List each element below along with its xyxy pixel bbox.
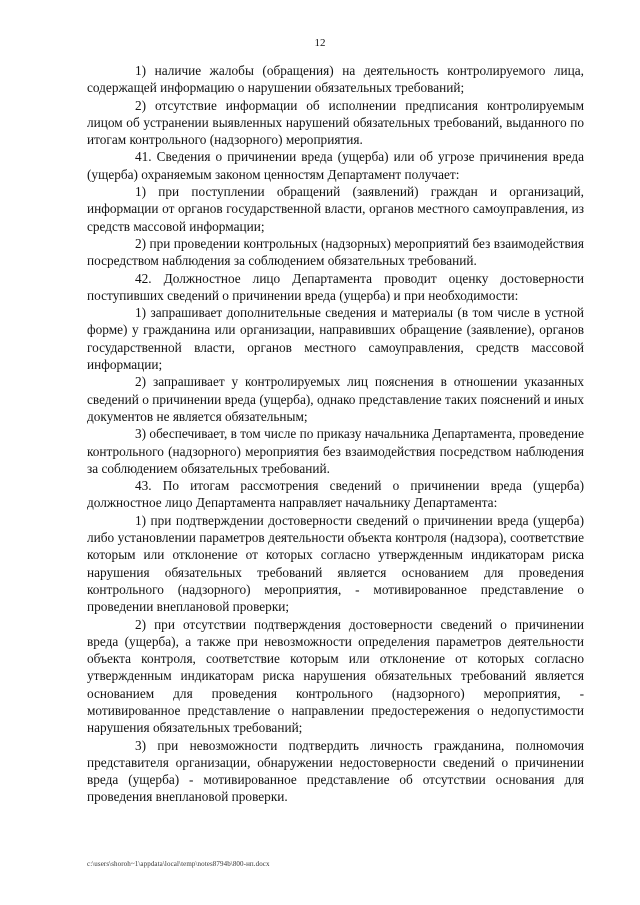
paragraph: 3) обеспечивает, в том числе по приказу начальника Департамента, проведение контрольного (надзорного) мероприятия без взаимодействия посредством наблюдения за соблюдением обязательных требований. — [87, 426, 584, 476]
page-number: 12 — [314, 37, 326, 49]
paragraph: 41. Сведения о причинении вреда (ущерба) или об угрозе причинения вреда (ущерба) охраняемым законом ценностям Департамент получает: — [87, 149, 584, 182]
paragraph: 1) наличие жалобы (обращения) на деятельность контролируемого лица, содержащей информацию о нарушении обязательных требований; — [87, 63, 584, 96]
paragraph: 2) при проведении контрольных (надзорных) мероприятий без взаимодействия посредством наблюдения за соблюдением обязательных требований. — [87, 235, 584, 269]
paragraph: 2) запрашивает у контролируемых лиц пояснения в отношении указанных сведений о причинении вреда (ущерба), однако представление таких пояснений и иных документов не является обязательным; — [87, 374, 584, 424]
document-body — [87, 62, 584, 806]
paragraph: 2) отсутствие информации об исполнении предписания контролируемым лицом об устранении выявленных нарушений обязательных требований, выданного по итогам контрольного (надзорного) мероприятия. — [87, 97, 584, 148]
paragraph: 43. По итогам рассмотрения сведений о причинении вреда (ущерба) должностное лицо Департамента направляет начальнику Департамента: — [87, 478, 584, 511]
paragraph: 1) запрашивает дополнительные сведения и материалы (в том числе в устной форме) у гражданина или организации, направивших обращение (заявление), органов государственной власти, органов местного самоуправления, средств массовой информации; — [87, 305, 584, 373]
footer-file-path: c:\users\shoroh~1\appdata\local\temp\notes8794b\800-нп.docx — [87, 860, 270, 868]
paragraph: 3) при невозможности подтвердить личность гражданина, полномочия представителя организации, обнаружении недостоверности сведений о причинении вреда (ущерба) - мотивированное представление об отсутствии основания для проведения внеплановой проверки. — [87, 737, 584, 805]
paragraph: 1) при подтверждении достоверности сведений о причинении вреда (ущерба) либо установлении параметров деятельности объекта контроля (надзора), соответствие которым или отклонение от которых согласно утвержденным индикаторам риска нарушения обязательных требований является основанием для проведения контрольного (надзорного) мероприятия, - мотивированное представление о проведении внеплановой проверки; — [87, 512, 584, 615]
paragraph: 2) при отсутствии подтверждения достоверности сведений о причинении вреда (ущерба), а также при невозможности определения параметров деятельности объекта контроля, соответствие которым или отклонение от которых согласно утвержденным индикаторам риска нарушения обязательных требований является основанием для проведения контрольного (надзорного) мероприятия, - мотивированное представление о направлении предостережения о недопустимости нарушения обязательных требований; — [87, 616, 584, 736]
paragraph: 1) при поступлении обращений (заявлений) граждан и организаций, информации от органов государственной власти, органов местного самоуправления, из средств массовой информации; — [87, 184, 584, 234]
paragraph: 42. Должностное лицо Департамента проводит оценку достоверности поступивших сведений о причинении вреда (ущерба) и при необходимости: — [87, 270, 584, 303]
